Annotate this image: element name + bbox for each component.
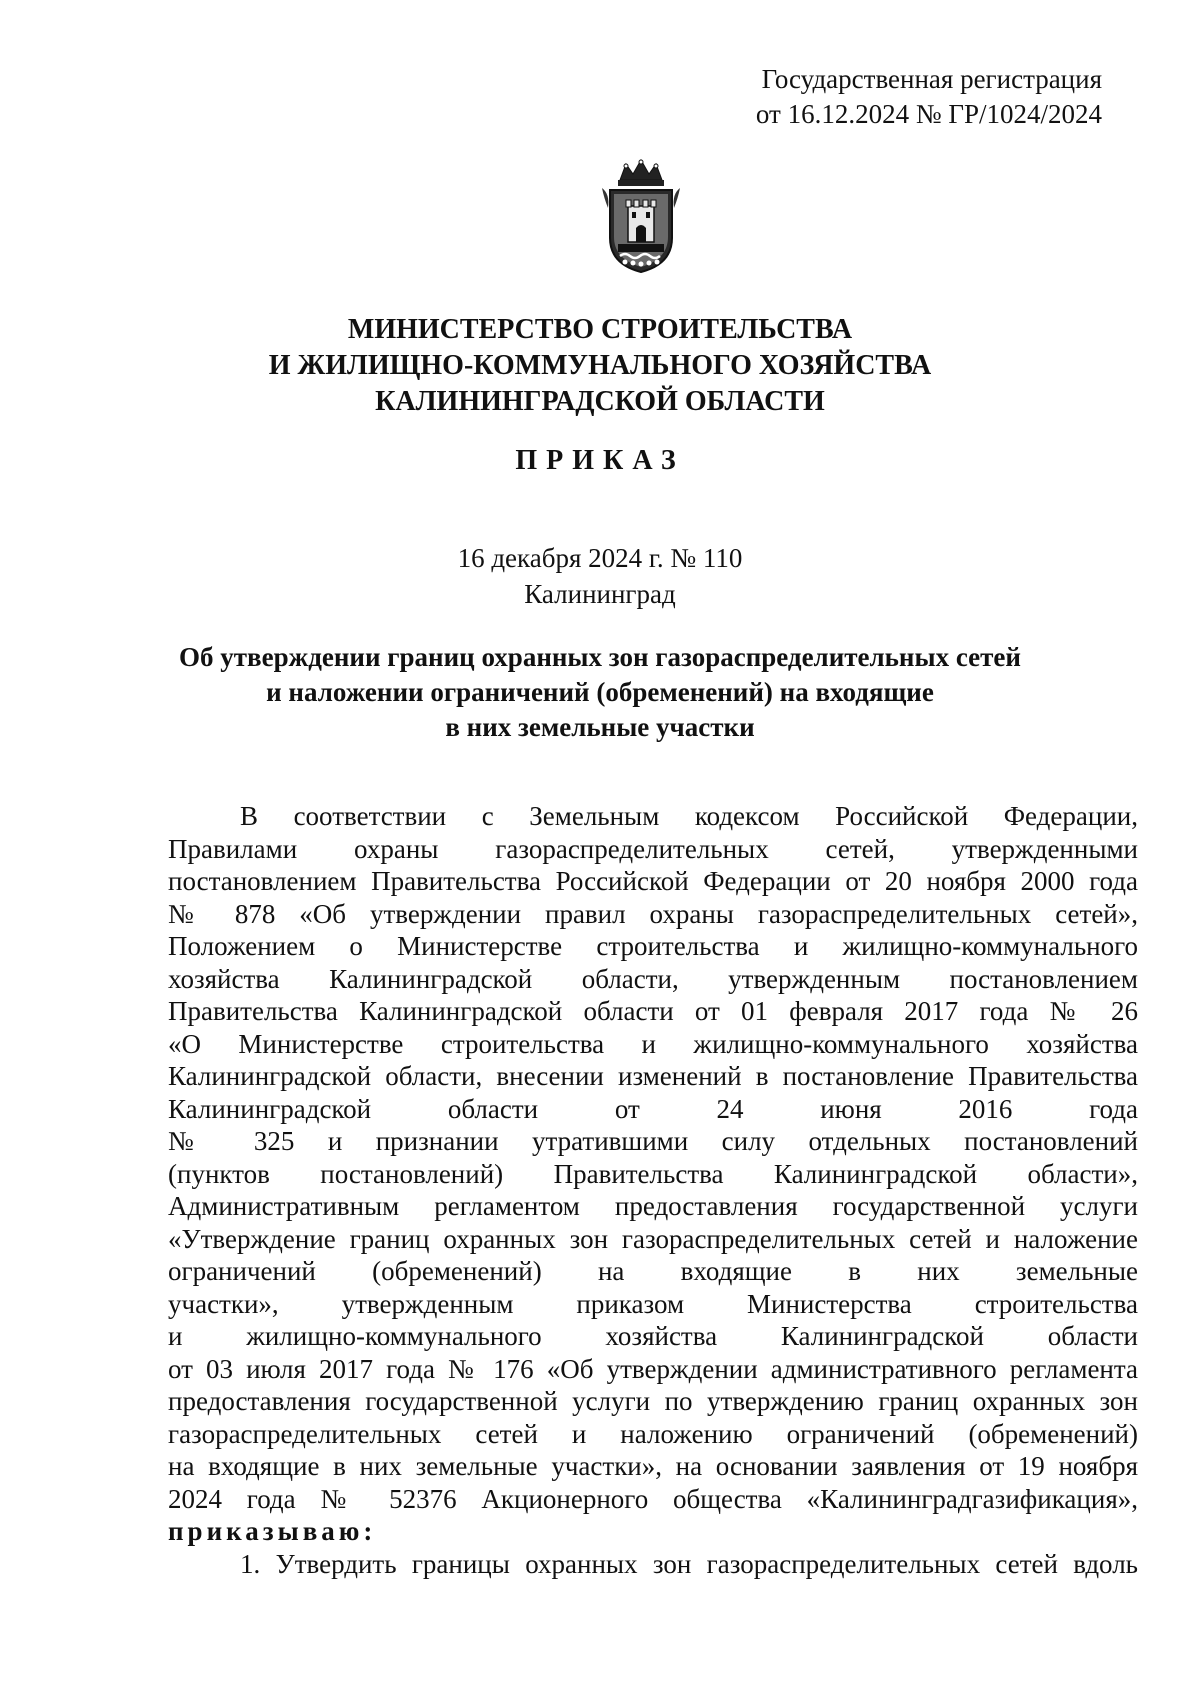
body-line: на входящие в них земельные участки», на основании заявления от 19 ноября [168,1451,1138,1481]
registration-line-1: Государственная регистрация [761,64,1102,94]
body-line: Административным регламентом предоставления государственной услуги [168,1191,1138,1221]
registration-line-2: от 16.12.2024 № ГР/1024/2024 [755,99,1102,129]
ministry-line-3: КАЛИНИНГРАДСКОЙ ОБЛАСТИ [375,386,825,417]
body-line: и жилищно-коммунального хозяйства Калининградской области [168,1321,1138,1351]
body-line: Положением о Министерстве строительства и жилищно-коммунального [168,931,1138,961]
coat-of-arms-icon [598,158,684,276]
decree-word: приказываю: [168,1516,377,1546]
body-line: хозяйства Калининградской области, утвержденным постановлением [168,963,1138,994]
body-line: № 878 «Об утверждении правил охраны газораспределительных сетей», [168,898,1138,929]
order-body [168,800,1138,1580]
body-line: предоставления государственной услуги по утверждению границ охранных зон [168,1386,1138,1416]
body-line: газораспределительных сетей и наложению ограничений (обременений) [168,1418,1138,1449]
order-date-number: 16 декабря 2024 г. № 110 [457,543,743,573]
body-line: В соответствии с Земельным кодексом Российской Федерации, [240,801,1138,831]
order-city: Калининград [524,579,676,609]
body-line: (пунктов постановлений) Правительства Калининградской области», [168,1158,1138,1189]
ministry-line-2: И ЖИЛИЩНО-КОММУНАЛЬНОГО ХОЗЯЙСТВА [268,350,932,381]
order-meta [0,540,1200,612]
subject-line-2: и наложении ограничений (обременений) на входящие [266,677,934,707]
body-line: Правительства Калининградской области от 01 февраля 2017 года № 26 [168,996,1138,1026]
body-line: 2024 года № 52376 Акционерного общества «Калининградгазификация», [168,1483,1138,1514]
subject-line-1: Об утверждении границ охранных зон газораспределительных сетей [179,642,1021,672]
body-line: № 325 и признании утратившими силу отдельных постановлений [168,1126,1138,1156]
body-line: от 03 июля 2017 года № 176 «Об утверждении административного регламента [168,1353,1138,1384]
order-title: ПРИКАЗ [515,445,685,476]
body-line: Калининградской области от 24 июня 2016 года [168,1093,1138,1124]
body-line: «Утверждение границ охранных зон газораспределительных сетей и наложение [168,1223,1138,1254]
ministry-name [0,312,1200,420]
body-line: постановлением Правительства Российской Федерации от 20 ноября 2000 года [168,866,1138,896]
body-line: участки», утвержденным приказом Министерства строительства [168,1288,1138,1319]
order-subject [0,640,1200,745]
ministry-line-1: МИНИСТЕРСТВО СТРОИТЕЛЬСТВА [347,314,853,345]
subject-line-3: в них земельные участки [445,712,755,742]
order-item-1: 1. Утвердить границы охранных зон газораспределительных сетей вдоль [240,1548,1138,1579]
body-line: Калининградской области, внесении изменений в постановление Правительства [168,1061,1138,1091]
body-line: «О Министерстве строительства и жилищно-коммунального хозяйства [168,1028,1138,1059]
body-line: Правилами охраны газораспределительных сетей, утвержденными [168,833,1138,864]
registration-stamp [756,62,1102,132]
body-line: ограничений (обременений) на входящие в них земельные [168,1256,1138,1286]
